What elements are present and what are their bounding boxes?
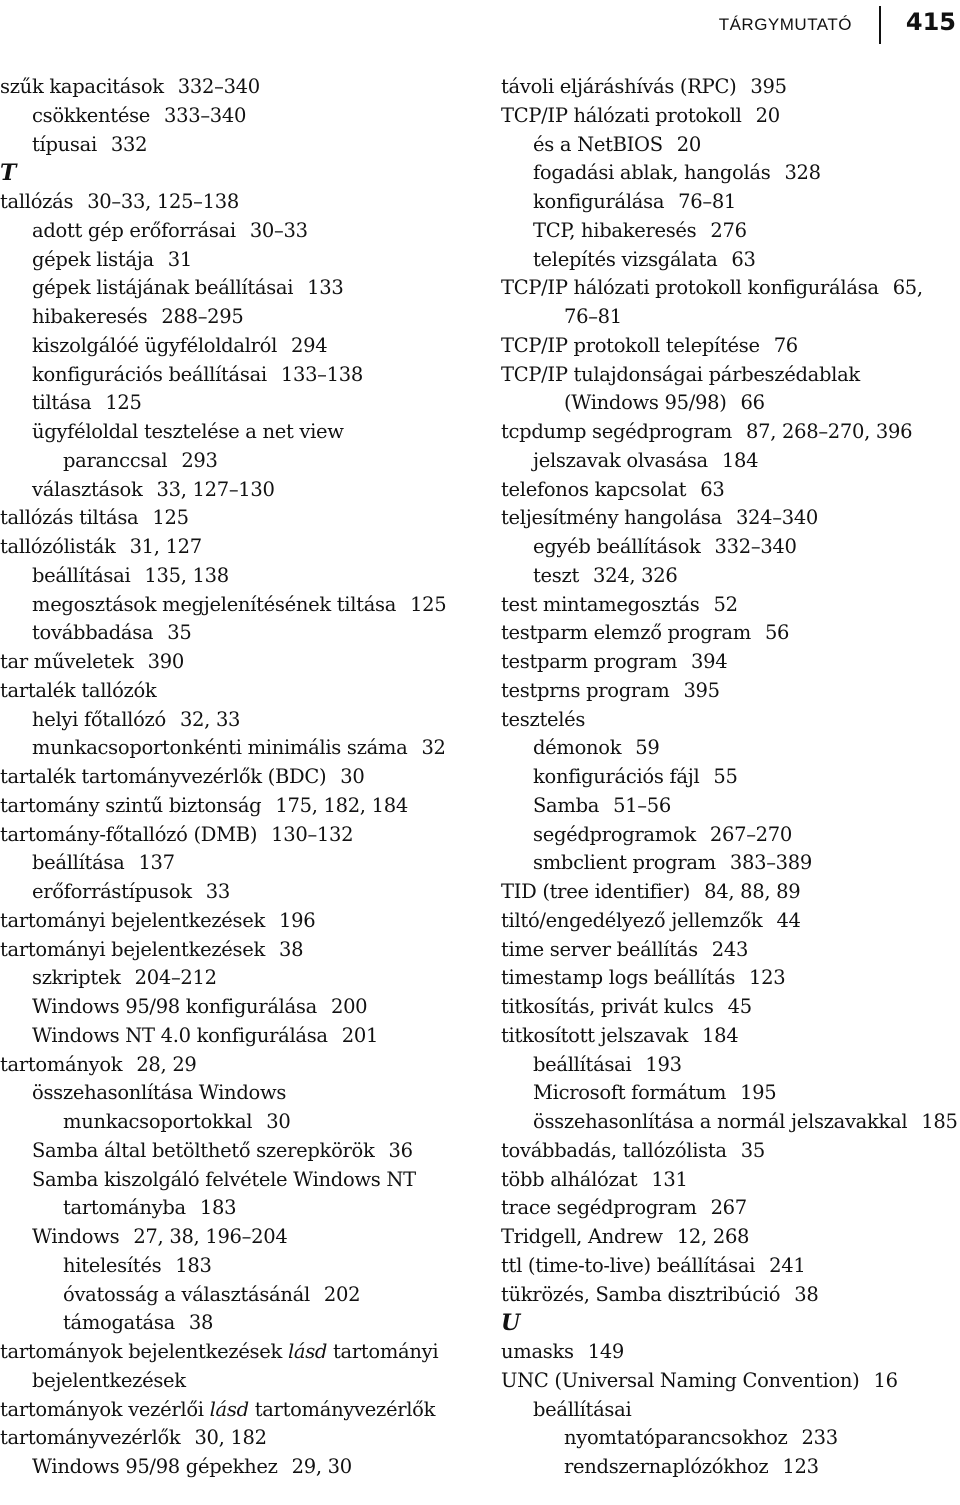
entry-page-numbers: 125	[152, 506, 189, 530]
see-reference-target: tartományi	[333, 1340, 439, 1363]
index-entry	[0, 217, 460, 246]
entry-term: tallózás	[0, 190, 74, 213]
entry-page-numbers: 29, 30	[291, 1455, 352, 1478]
entry-page-numbers: 32	[421, 736, 446, 760]
index-entry	[501, 389, 960, 418]
index-column-left	[0, 73, 460, 1482]
entry-term: Microsoft formátum	[533, 1081, 727, 1105]
index-entry	[0, 389, 460, 418]
entry-term: trace segédprogram	[501, 1196, 697, 1220]
entry-page-numbers: 38	[794, 1282, 819, 1306]
entry-term: tartományi bejelentkezések	[0, 937, 266, 961]
index-entry	[501, 447, 960, 476]
index-entry	[0, 533, 460, 562]
see-reference-target: tartományvezérlők	[254, 1397, 436, 1421]
index-entry	[501, 159, 960, 188]
header-divider	[879, 6, 881, 44]
entry-page-numbers: 20	[755, 103, 780, 127]
entry-term: ttl (time-to-live) beállításai	[501, 1253, 756, 1277]
index-entry	[0, 447, 460, 476]
index-entry	[501, 533, 960, 562]
index-entry	[501, 993, 960, 1022]
index-entry	[0, 1194, 460, 1223]
entry-page-numbers: 123	[782, 1455, 819, 1478]
entry-term: rendszernaplózókhoz	[564, 1455, 769, 1478]
index-entry	[501, 476, 960, 505]
entry-page-numbers: 66	[740, 391, 765, 415]
entry-term: Windows 95/98 konfigurálása	[32, 995, 317, 1018]
entry-page-numbers: 31, 127	[129, 535, 202, 558]
page-header	[0, 0, 960, 50]
entry-term: tartományvezérlők	[0, 1426, 181, 1450]
index-entry	[501, 1079, 960, 1108]
entry-term: erőforrástípusok	[32, 880, 192, 903]
entry-term: csökkentése	[32, 103, 151, 127]
entry-page-numbers: 30	[266, 1110, 291, 1133]
entry-term: Samba által betölthető szerepkörök	[32, 1138, 375, 1162]
index-entry	[501, 821, 960, 850]
index-entry	[501, 303, 960, 332]
entry-term: típusai	[32, 132, 97, 156]
entry-term: egyéb beállítások	[533, 535, 701, 558]
entry-page-numbers: 16	[873, 1368, 898, 1392]
entry-term: konfigurációs beállításai	[32, 362, 267, 386]
index-entry	[0, 706, 460, 735]
entry-page-numbers: 76–81	[678, 190, 737, 213]
index-entry	[501, 1338, 960, 1367]
index-entry	[501, 332, 960, 361]
index-entry	[501, 936, 960, 965]
entry-term: telefonos kapcsolat	[501, 477, 687, 501]
index-cross-reference	[0, 1396, 460, 1425]
entry-term: tcpdump segédprogram	[501, 420, 732, 443]
entry-page-numbers: 324, 326	[593, 563, 678, 587]
entry-term: tesztelés	[501, 707, 586, 731]
entry-page-numbers: 332–340	[714, 535, 797, 558]
index-entry	[0, 504, 460, 533]
entry-page-numbers: 328	[784, 161, 821, 185]
index-entry	[0, 792, 460, 821]
entry-page-numbers: 184	[721, 448, 759, 472]
entry-term: konfigurációs fájl	[533, 765, 700, 788]
entry-term: teljesítmény hangolása	[501, 506, 722, 530]
entry-term: time server beállítás	[501, 937, 698, 961]
see-reference-word: lásd	[209, 1397, 249, 1421]
entry-page-numbers: 65,	[892, 276, 923, 300]
entry-page-numbers: 38	[279, 937, 304, 961]
entry-page-numbers: 149	[587, 1340, 625, 1363]
entry-term: hibakeresés	[32, 305, 148, 328]
index-entry	[0, 1252, 460, 1281]
index-cross-reference	[0, 1338, 460, 1367]
entry-page-numbers: 332	[110, 132, 148, 156]
entry-page-numbers: 383–389	[729, 851, 812, 875]
index-entry	[0, 1453, 460, 1482]
entry-page-numbers: 394	[691, 650, 728, 673]
entry-page-numbers: 196	[279, 908, 316, 932]
entry-term: tartalék tartományvezérlők (BDC)	[0, 765, 327, 788]
entry-term: összehasonlítása a normál jelszavakkal	[533, 1110, 908, 1133]
index-entry	[501, 102, 960, 131]
entry-term: Windows	[32, 1225, 120, 1248]
entry-term: hitelesítés	[63, 1253, 162, 1277]
entry-page-numbers: 332–340	[177, 75, 260, 98]
entry-page-numbers: 20	[676, 132, 702, 156]
entry-page-numbers: 175, 182, 184	[275, 793, 408, 817]
entry-page-numbers: 137	[138, 851, 175, 875]
entry-term: beállításai	[533, 1052, 632, 1076]
entry-term: Windows 95/98 gépekhez	[32, 1455, 278, 1478]
entry-page-numbers: 28, 29	[136, 1052, 197, 1076]
entry-term: fogadási ablak, hangolás	[533, 161, 771, 185]
index-letter-heading: T	[0, 160, 17, 187]
entry-term: titkosítás, privát kulcs	[501, 995, 714, 1018]
entry-page-numbers: 63	[700, 477, 725, 501]
entry-term: és a NetBIOS	[533, 132, 663, 156]
index-entry	[0, 677, 460, 706]
entry-page-numbers: 12, 268	[676, 1225, 750, 1248]
entry-term: TCP/IP protokoll telepítése	[501, 333, 760, 357]
index-entry	[501, 677, 960, 706]
entry-term: munkacsoportokkal	[63, 1110, 253, 1133]
entry-page-numbers: 293	[181, 448, 218, 472]
index-entry	[0, 102, 460, 131]
entry-term: telepítés vizsgálata	[533, 247, 718, 271]
index-entry	[501, 1396, 960, 1425]
entry-term: megosztások megjelenítésének tiltása	[32, 592, 397, 616]
index-entry	[0, 188, 460, 217]
entry-term: tartomány-főtallózó (DMB)	[0, 822, 258, 846]
entry-term: Tridgell, Andrew	[501, 1225, 663, 1248]
entry-page-numbers: 241	[769, 1253, 806, 1277]
entry-page-numbers: 125	[105, 391, 142, 415]
entry-term: több alhálózat	[501, 1167, 638, 1191]
index-entry	[0, 821, 460, 850]
index-entry	[0, 1137, 460, 1166]
index-entry	[501, 964, 960, 993]
entry-page-numbers: 84, 88, 89	[704, 880, 801, 903]
entry-page-numbers: 33, 127–130	[156, 477, 275, 501]
entry-page-numbers: 184	[702, 1023, 739, 1047]
entry-term: tartományok bejelentkezések	[0, 1340, 283, 1363]
index-entry	[501, 1194, 960, 1223]
index-entry	[501, 792, 960, 821]
entry-page-numbers: 52	[713, 592, 738, 616]
index-entry	[501, 591, 960, 620]
entry-term: tartományi bejelentkezések	[0, 908, 266, 932]
entry-term: umasks	[501, 1340, 574, 1363]
index-entry	[501, 1367, 960, 1396]
entry-term: TCP/IP tulajdonságai párbeszédablak	[501, 362, 860, 386]
entry-term: segédprogramok	[533, 822, 696, 846]
index-entry	[0, 562, 460, 591]
entry-page-numbers: 63	[731, 247, 756, 271]
entry-page-numbers: 87, 268–270, 396	[745, 420, 913, 443]
index-entry	[0, 1051, 460, 1080]
index-entry	[0, 131, 460, 160]
entry-page-numbers: 35	[167, 621, 192, 645]
index-entry	[0, 907, 460, 936]
entry-term: továbbadás, tallózólista	[501, 1138, 727, 1162]
entry-term: Samba kiszolgáló felvétele Windows NT	[32, 1167, 416, 1191]
entry-page-numbers: 30	[340, 765, 365, 788]
entry-page-numbers: 30, 182	[194, 1426, 267, 1450]
index-entry	[501, 619, 960, 648]
index-entry	[501, 849, 960, 878]
entry-term: gépek listája	[32, 247, 154, 271]
index-entry	[501, 73, 960, 102]
entry-page-numbers: 133–138	[280, 362, 363, 386]
entry-term: konfigurálása	[533, 190, 665, 213]
entry-term: démonok	[533, 736, 622, 760]
entry-term: smbclient program	[533, 851, 716, 875]
entry-page-numbers: 243	[711, 937, 749, 961]
entry-term: beállítása	[32, 851, 125, 875]
index-entry	[501, 1223, 960, 1252]
entry-page-numbers: 233	[801, 1426, 838, 1450]
entry-page-numbers: 30–33, 125–138	[87, 190, 239, 213]
index-letter-heading: U	[501, 1310, 520, 1337]
entry-term: tartományba	[63, 1196, 186, 1220]
entry-term: szűk kapacitások	[0, 75, 164, 98]
index-entry	[0, 361, 460, 390]
entry-page-numbers: 135, 138	[144, 563, 229, 587]
section-title: TÁRGYMUTATÓ	[718, 15, 852, 34]
index-entry	[501, 1424, 960, 1453]
index-entry	[501, 217, 960, 246]
entry-page-numbers: 76	[773, 333, 798, 357]
index-entry	[0, 274, 460, 303]
entry-term: testparm elemző program	[501, 621, 751, 645]
index-entry	[0, 1281, 460, 1310]
entry-term: tallózás tiltása	[0, 506, 139, 530]
index-entry	[501, 1051, 960, 1080]
entry-term: támogatása	[63, 1311, 175, 1335]
index-entry	[0, 332, 460, 361]
index-entry	[0, 476, 460, 505]
entry-term: helyi főtallózó	[32, 707, 166, 731]
entry-term: gépek listájának beállításai	[32, 276, 294, 300]
entry-page-numbers: 267	[710, 1196, 747, 1220]
entry-term: tiltó/engedélyező jellemzők	[501, 908, 763, 932]
index-entry	[501, 418, 960, 447]
entry-term: paranccsal	[63, 448, 168, 472]
index-entry	[501, 274, 960, 303]
entry-term: UNC (Universal Naming Convention)	[501, 1368, 860, 1392]
entry-page-numbers: 125	[410, 592, 447, 616]
entry-page-numbers: 204–212	[134, 966, 217, 990]
index-entry	[501, 188, 960, 217]
entry-term: tar műveletek	[0, 650, 134, 673]
entry-page-numbers: 133	[307, 276, 344, 300]
index-entry	[501, 361, 960, 390]
entry-term: tartományok	[0, 1052, 123, 1076]
page-number: 415	[905, 8, 956, 36]
index-entry	[501, 1453, 960, 1482]
entry-page-numbers: 201	[341, 1023, 379, 1047]
index-entry	[0, 734, 460, 763]
index-entry	[501, 562, 960, 591]
index-entry	[0, 1309, 460, 1338]
entry-page-numbers: 183	[199, 1196, 237, 1220]
index-entry	[0, 418, 460, 447]
entry-term: továbbadása	[32, 621, 154, 645]
index-entry	[501, 878, 960, 907]
entry-term: jelszavak olvasása	[533, 448, 708, 472]
index-entry	[501, 1281, 960, 1310]
entry-page-numbers: 56	[764, 621, 790, 645]
entry-page-numbers: 276	[710, 218, 747, 242]
entry-page-numbers: 390	[147, 650, 184, 673]
index-entry	[0, 246, 460, 275]
entry-term: Windows NT 4.0 konfigurálása	[32, 1023, 328, 1047]
index-entry	[501, 1252, 960, 1281]
entry-term: választások	[32, 477, 143, 501]
entry-term: adott gép erőforrásai	[32, 218, 236, 242]
entry-term: tartalék tallózók	[0, 678, 157, 702]
entry-term: bejelentkezések	[32, 1368, 186, 1392]
entry-page-numbers: 324–340	[735, 506, 819, 530]
entry-term: tiltása	[32, 391, 92, 415]
index-entry	[501, 246, 960, 275]
entry-term: TID (tree identifier)	[501, 880, 691, 903]
index-entry	[0, 849, 460, 878]
entry-term: timestamp logs beállítás	[501, 966, 736, 990]
entry-page-numbers: 202	[323, 1282, 361, 1306]
index-entry	[0, 1424, 460, 1453]
index-entry	[0, 993, 460, 1022]
index-entry	[501, 706, 960, 735]
index-entry	[0, 619, 460, 648]
entry-page-numbers: 51–56	[613, 793, 671, 817]
index-entry	[0, 1223, 460, 1252]
entry-page-numbers: 195	[740, 1081, 777, 1105]
index-entry	[0, 591, 460, 620]
entry-page-numbers: 27, 38, 196–204	[133, 1225, 288, 1248]
entry-page-numbers: 185	[921, 1110, 958, 1133]
index-entry	[501, 648, 960, 677]
index-entry	[0, 1079, 460, 1108]
entry-term: titkosított jelszavak	[501, 1023, 689, 1047]
entry-term: testparm program	[501, 650, 678, 673]
entry-page-numbers: 267–270	[709, 822, 792, 846]
entry-page-numbers: 44	[776, 908, 801, 932]
index-entry	[501, 907, 960, 936]
entry-page-numbers: 35	[740, 1138, 765, 1162]
entry-term: munkacsoportonkénti minimális száma	[32, 736, 408, 760]
index-entry	[501, 131, 960, 160]
entry-page-numbers: 395	[683, 678, 720, 702]
entry-term: ügyféloldal tesztelése a net view	[32, 420, 344, 443]
entry-page-numbers: 333–340	[164, 103, 247, 127]
entry-term: távoli eljáráshívás (RPC)	[501, 75, 737, 98]
entry-term: teszt	[533, 563, 579, 587]
entry-term: tartomány szintű biztonság	[0, 793, 262, 817]
entry-term: tallózólisták	[0, 535, 116, 558]
index-entry	[0, 1108, 460, 1137]
index-column-right	[501, 73, 960, 1482]
entry-page-numbers: 33	[205, 880, 230, 903]
entry-term: nyomtatóparancsokhoz	[564, 1426, 788, 1450]
entry-page-numbers: 183	[175, 1253, 212, 1277]
entry-term: tükrözés, Samba disztribúció	[501, 1282, 781, 1306]
index-entry	[0, 1166, 460, 1195]
entry-term: összehasonlítása Windows	[32, 1081, 287, 1105]
index-entry	[501, 1166, 960, 1195]
index-entry	[501, 763, 960, 792]
entry-term: TCP/IP hálózati protokoll konfigurálása	[501, 276, 879, 300]
index-entry	[0, 936, 460, 965]
entry-term: test mintamegosztás	[501, 592, 700, 616]
index-entry	[501, 1108, 960, 1137]
entry-page-numbers: 31	[167, 247, 192, 271]
entry-page-numbers: 38	[188, 1311, 214, 1335]
entry-term: (Windows 95/98)	[564, 391, 727, 415]
index-entry	[501, 504, 960, 533]
entry-term: óvatosság a választásánál	[63, 1282, 310, 1306]
entry-term: tartományok vezérlői	[0, 1397, 204, 1421]
entry-page-numbers: 288–295	[161, 305, 244, 328]
index-entry	[0, 303, 460, 332]
entry-page-numbers: 30–33	[249, 218, 308, 242]
entry-page-numbers: 32, 33	[179, 707, 241, 731]
index-entry	[0, 73, 460, 102]
entry-term: szkriptek	[32, 966, 121, 990]
index-entry	[0, 1367, 460, 1396]
entry-term: beállításai	[533, 1397, 632, 1421]
entry-term: kiszolgálóé ügyféloldalról	[32, 333, 278, 357]
entry-page-numbers: 36	[388, 1138, 413, 1162]
entry-term: 76–81	[564, 305, 622, 328]
entry-term: beállításai	[32, 563, 131, 587]
entry-page-numbers: 131	[651, 1167, 688, 1191]
entry-term: TCP/IP hálózati protokoll	[501, 103, 742, 127]
entry-page-numbers: 193	[645, 1052, 682, 1076]
entry-page-numbers: 45	[727, 995, 752, 1018]
entry-page-numbers: 59	[635, 736, 660, 760]
index-entry	[0, 964, 460, 993]
entry-term: TCP, hibakeresés	[533, 218, 697, 242]
entry-page-numbers: 123	[749, 966, 786, 990]
index-entry	[501, 1137, 960, 1166]
index-entry	[0, 878, 460, 907]
entry-page-numbers: 395	[750, 75, 787, 98]
index-entry	[0, 648, 460, 677]
index-entry	[0, 1022, 460, 1051]
entry-term: Samba	[533, 793, 600, 817]
index-entry	[0, 763, 460, 792]
entry-term: testprns program	[501, 678, 670, 702]
entry-page-numbers: 200	[330, 995, 368, 1018]
see-reference-word: lásd	[287, 1340, 328, 1363]
entry-page-numbers: 294	[291, 333, 328, 357]
entry-page-numbers: 55	[713, 765, 738, 788]
entry-page-numbers: 130–132	[271, 822, 354, 846]
index-entry	[501, 1022, 960, 1051]
index-entry	[501, 734, 960, 763]
